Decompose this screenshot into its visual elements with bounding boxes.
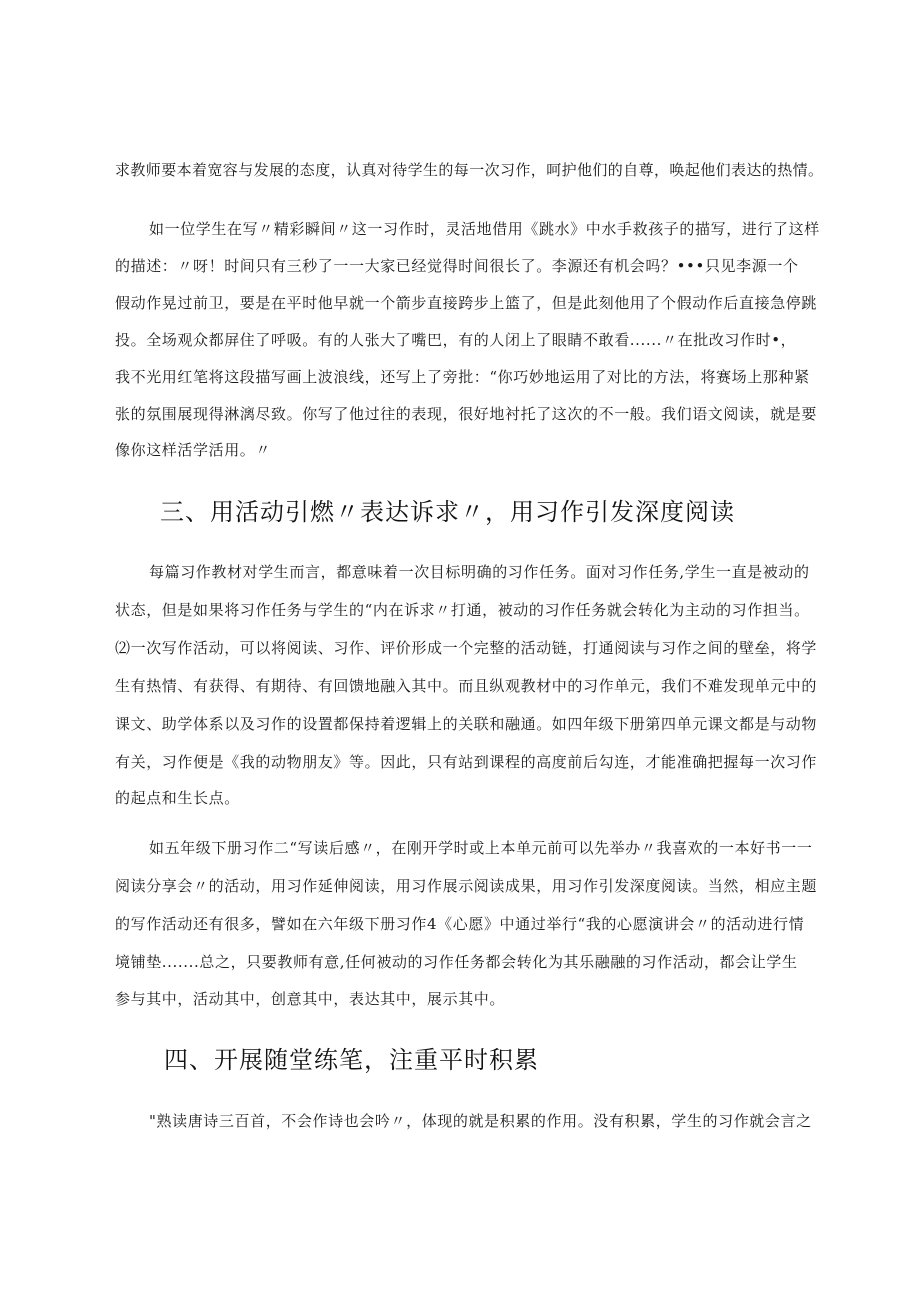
text-line: 的写作活动还有很多，譬如在六年级下册习作4《心愿》中通过举行“我的心愿演讲会〃的活动进行情 [115,915,805,933]
text-line: 的描述：〃呀！时间只有三秒了一一大家已经觉得时间很长了。李源还有机会吗？•••只见李源一个 [115,257,799,275]
text-line: 张的氛围展现得淋漓尽致。你写了他过往的表现，很好地衬托了这次的不一般。我们语文阅读，就是要 [115,405,818,423]
text-line: 像你这样活学活用。〃 [115,441,272,459]
text-line: 的起点和生长点。 [115,789,240,807]
text-line: 如五年级下册习作二“写读后感〃，在刚开学时或上本单元前可以先举办〃我喜欢的一本好书一一 [149,839,813,857]
text-line: 课文、助学体系以及习作的设置都保持着逻辑上的关联和融通。如四年级下册第四单元课文都是与动物 [115,715,818,733]
text-line: 假动作晃过前卫，要是在平时他早就一个箭步直接跨步上篮了，但是此刻他用了个假动作后直接急停跳 [115,294,818,312]
text-line: 阅读分享会〃的活动，用习作延伸阅读，用习作展示阅读成果，用习作引发深度阅读。当然，相应主题 [115,877,818,895]
text-line: "熟读唐诗三百首，不会作诗也会吟〃，体现的就是积累的作用。没有积累，学生的习作就会言之 [149,1112,812,1130]
text-line: 生有热情、有获得、有期待、有回馈地融入其中。而且纵观教材中的习作单元，我们不难发现单元中的 [115,677,818,695]
section-heading-4: 四、开展随堂练笔，注重平时积累 [164,1046,539,1074]
text-line: ⑵一次写作活动，可以将阅读、习作、评价形成一个完整的活动链，打通阅读与习作之间的壁垒，将学 [115,639,818,657]
text-line: 投。全场观众都屏住了呼吸。有的人张大了嘴巴，有的人闭上了眼睛不敢看......〃在批改习作时•， [115,331,797,349]
text-line: 境铺垫.......总之，只要教师有意,任何被动的习作任务都会转化为其乐融融的习作活动，都会让学生 [115,953,798,971]
text-line: 每篇习作教材对学生而言，都意味着一次目标明确的习作任务。面对习作任务,学生一直是被动的 [149,563,810,581]
text-line: 参与其中，活动其中，创意其中，表达其中，展示其中。 [115,990,506,1008]
section-heading-3: 三、用活动引燃〃表达诉求〃，用习作引发深度阅读 [160,498,735,526]
text-line: 如一位学生在写〃精彩瞬间〃这一习作时，灵活地借用《跳水》中水手救孩子的描写，进行了这样 [149,220,820,238]
text-line: 我不光用红笔将这段描写画上波浪线，还写上了旁批：“你巧妙地运用了对比的方法，将赛场上那种紧 [115,368,810,386]
text-line: 求教师要本着宽容与发展的态度，认真对待学生的每一次习作，呵护他们的自尊，唤起他们表达的热情。 [115,161,824,179]
text-line: 有关，习作便是《我的动物朋友》等。因此，只有站到课程的高度前后勾连，才能准确把握每一次习作 [115,753,818,771]
text-line: 状态，但是如果将习作任务与学生的“内在诉求〃打通，被动的习作任务就会转化为主动的习作担当。 [115,601,810,619]
